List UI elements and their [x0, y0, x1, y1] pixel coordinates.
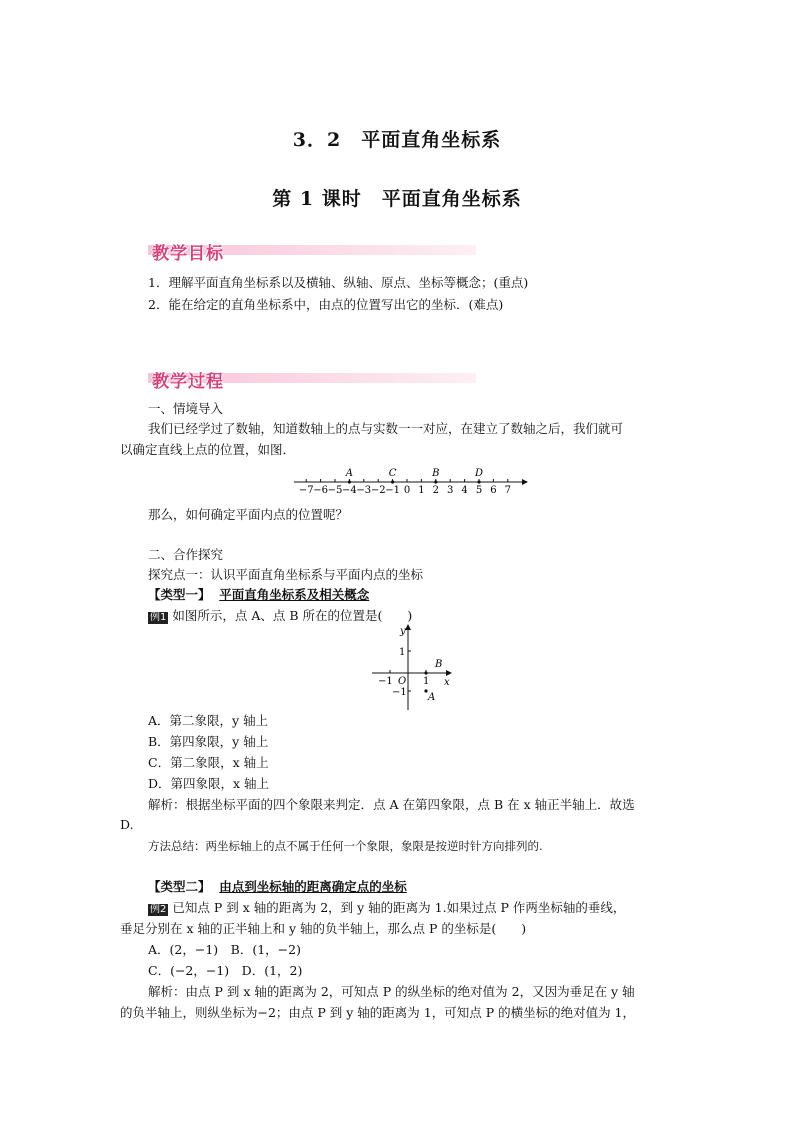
number-line-point	[348, 480, 351, 483]
number-line-tick-label: 5	[475, 485, 483, 496]
number-line-arrow	[522, 479, 528, 485]
intro-paragraph-line1: 我们已经学过了数轴，知道数轴上的点与实数一一对应，在建立了数轴之后，我们就可	[148, 421, 624, 436]
number-line-tick-label: 2	[432, 485, 439, 496]
section-heading-intro: 一、情境导入	[148, 401, 224, 416]
objective-item: 2．能在给定的直角坐标系中，由点的位置写出它的坐标．(难点)	[148, 297, 504, 312]
analysis2-line2: 的负半轴上，则纵坐标为−2；由点 P 到 y 轴的距离为 1，可知点 P 的横坐标的绝对值为 1，	[120, 1005, 636, 1020]
number-line-tick-label: −4	[342, 485, 357, 496]
example2-question-line2: 垂足分别在 x 轴的正半轴上和 y 轴的负半轴上，那么点 P 的坐标是( )	[120, 921, 527, 936]
point-b-label: B	[435, 659, 443, 670]
number-line-tick-label: −6	[313, 485, 328, 496]
intro-paragraph-line2: 以确定直线上点的位置，如图．	[120, 442, 296, 457]
number-line-tick-label: 1	[418, 485, 425, 496]
number-line-point-label: A	[345, 468, 354, 479]
number-line-figure	[290, 462, 530, 498]
origin-label: O	[398, 676, 407, 687]
number-line-point-label: B	[432, 468, 440, 479]
x-axis-arrow	[446, 670, 452, 676]
example2-question-text: 已知点 P 到 x 轴的距离为 2，到 y 轴的距离为 1.如果过点 P 作两坐标轴的垂线，	[172, 900, 626, 915]
objectives-badge-label: 教学目标	[152, 244, 224, 264]
lesson-subtitle: 第 1 课时 平面直角坐标系	[272, 188, 522, 210]
number-line-tick-label: −7	[298, 485, 314, 496]
number-line-point	[391, 480, 394, 483]
analysis2-line1: 解析：由点 P 到 x 轴的距离为 2，可知点 P 的纵坐标的绝对值为 2，又因为垂足在 y 轴	[148, 984, 635, 999]
page-title: 3．2 平面直角坐标系	[292, 129, 502, 151]
point-a-label: A	[428, 692, 436, 703]
option-c: C．第二象限，x 轴上	[148, 755, 269, 770]
x-tick-label-pos: 1	[423, 676, 430, 687]
explore-point-title: 探究点一：认识平面直角坐标系与平面内点的坐标	[148, 567, 424, 582]
point-b	[424, 671, 427, 674]
number-line-point-label: C	[388, 468, 397, 479]
process-badge-label: 教学过程	[152, 372, 224, 392]
example2-options-line2: C．(−2，−1) D．(1，2)	[148, 963, 303, 978]
number-line-tick-label: −3	[356, 485, 372, 496]
x-axis-label: x	[444, 677, 450, 688]
example2-question-line1	[148, 901, 625, 916]
objectives-badge	[148, 239, 476, 264]
number-line-tick-label: 4	[461, 485, 468, 496]
intro-question: 那么，如何确定平面内点的位置呢？	[148, 507, 349, 522]
analysis1-line2: D.	[120, 817, 134, 832]
analysis1-line1: 解析：根据坐标平面的四个象限来判定．点 A 在第四象限，点 B 在 x 轴正半轴上．故选	[148, 797, 635, 812]
example2-tag: 例2	[150, 904, 167, 915]
coordinate-figure	[368, 622, 458, 712]
option-b: B．第四象限，y 轴上	[148, 734, 269, 749]
y-tick-label-pos: 1	[399, 647, 406, 658]
example1-tag: 例1	[150, 612, 167, 623]
objective-item: 1．理解平面直角坐标系以及横轴、纵轴、原点、坐标等概念；(重点)	[148, 275, 529, 290]
example2-options-line1: A．(2，−1) B．(1，−2)	[148, 942, 301, 957]
y-axis-label: y	[400, 626, 406, 637]
number-line-tick-label: 6	[490, 485, 497, 496]
type2-heading	[148, 880, 407, 894]
number-line-point	[434, 480, 437, 483]
option-d: D．第四象限，x 轴上	[148, 776, 270, 791]
number-line-tick-label: 0	[403, 485, 411, 496]
number-line-tick-label: 3	[447, 485, 454, 496]
number-line-tick-label: 7	[504, 485, 511, 496]
type2-label: 【类型二】	[148, 879, 211, 894]
option-a: A．第二象限，y 轴上	[148, 713, 269, 728]
y-axis-arrow	[405, 624, 411, 630]
example1-question-text: 如图所示，点 A、点 B 所在的位置是( )	[172, 608, 413, 623]
method-summary: 方法总结：两坐标轴上的点不属于任何一个象限，象限是按逆时针方向排列的.	[148, 839, 543, 853]
number-line-tick-label: −1	[385, 485, 400, 496]
process-badge	[148, 367, 476, 392]
number-line-tick-label: −5	[327, 485, 343, 496]
x-tick-label-neg: −1	[378, 676, 393, 687]
number-line-tick-label: −2	[370, 485, 386, 496]
number-line-point-label: D	[474, 468, 484, 479]
type1-label: 【类型一】	[148, 587, 211, 602]
y-tick-label-neg: −1	[392, 687, 407, 698]
type1-title: 平面直角坐标系及相关概念	[219, 587, 370, 602]
type2-title: 由点到坐标轴的距离确定点的坐标	[219, 879, 407, 894]
number-line-point	[477, 480, 480, 483]
type1-heading	[148, 588, 369, 602]
section-heading-explore: 二、合作探究	[148, 547, 224, 562]
